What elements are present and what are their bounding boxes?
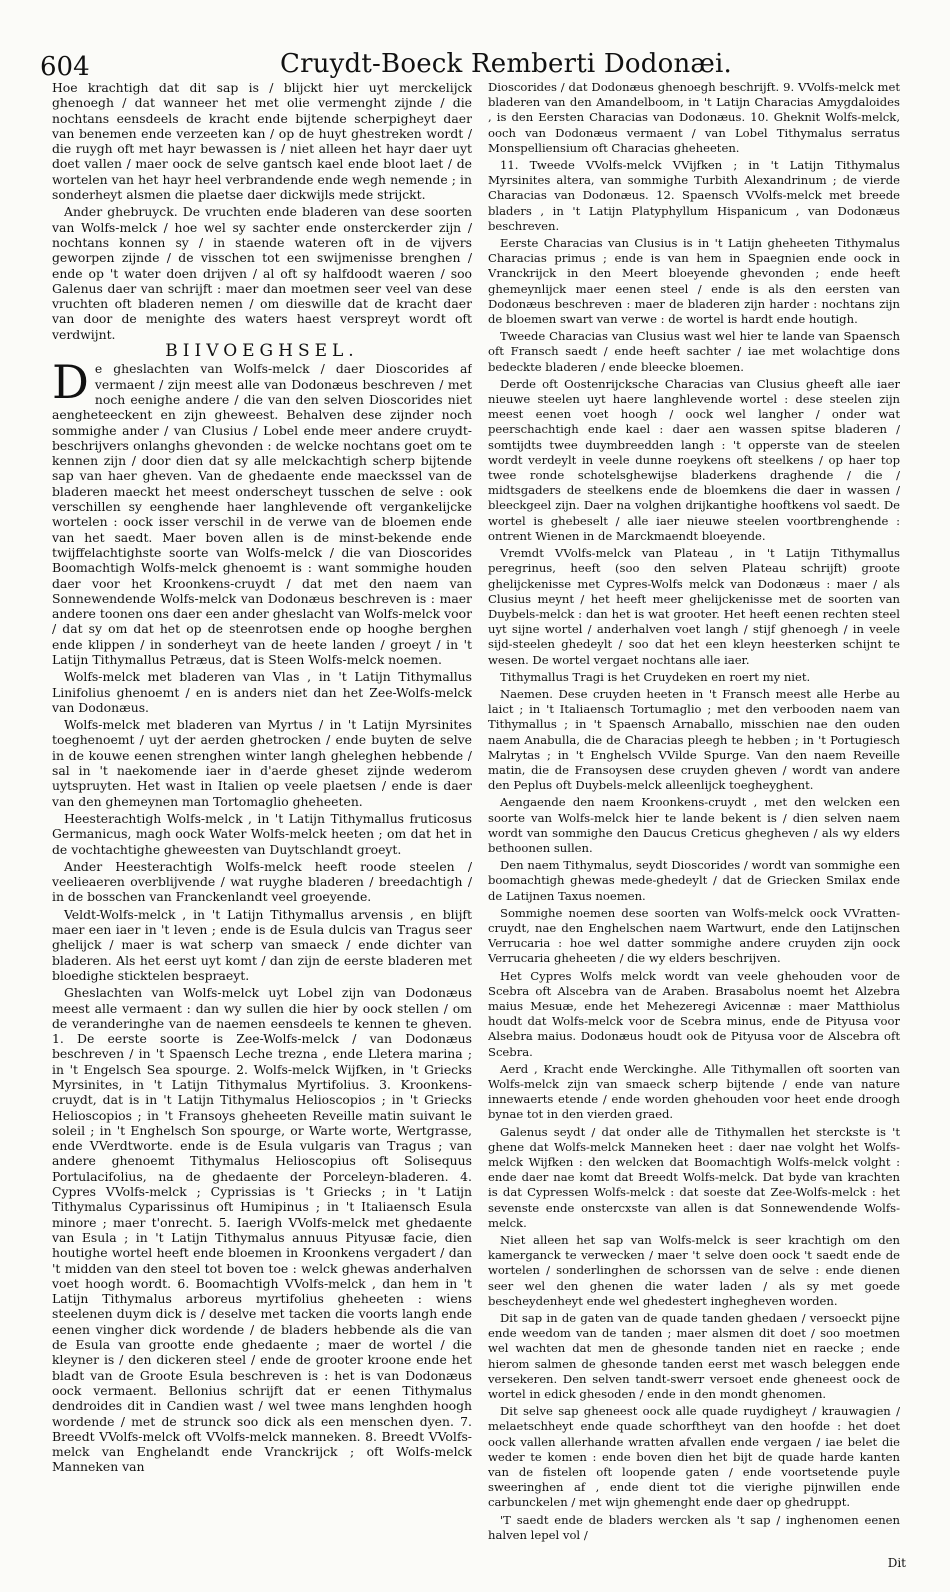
paragraph: Den naem Tithymalus, seydt Dioscorides / wordt van sommighe een boomachtigh ghewas mede-ghedeylt / dat de Griecken Smilax ende de Latijnen Taxus noemen. xyxy=(488,858,900,903)
paragraph: Derde oft Oostenrijcksche Characias van Clusius gheeft alle iaer nieuwe steelen uyt haere langhlevende wortel : dese steelen zijn meest eenen voet hoogh / oock wel langher / onder wat peerschachtigh ende kael : daer aen wassen spitse bladeren / somtijdts twee duymbreedden langh : 't opperste van de steelen wordt verdeylt in veele dunne roeykens oft steelkens / op haer top twee ronde schotelsghewijse bladerkens draghende / die / midtsgaders de steelkens ende de bloemkens die daer in wassen / bleeckgeel zijn. Daer na volghen drijkantighe hooftkens vol saedt. De wortel is ghebeselt / alle iaer nieuwe steelen voortbrenghende : ontrent Wienen in de Marckmaendt bloeyende. xyxy=(488,376,900,543)
paragraph: Tithymallus Tragi is het Cruydeken en roert my niet. xyxy=(500,669,811,684)
paragraph: Dioscorides / dat Dodonæus ghenoegh beschrijft. 9. VVolfs-melck met bladeren van den Amandelboom, in 't Latijn Characias Amygdaloides , is den Eersten Characias van Dodonæus. 10. Gheknit Wolfs-melck, ooch van Dodonæus vermaent / van Lobel Tithymalus serratus Monspelliensium oft Characias gheheeten. xyxy=(488,80,900,155)
paragraph: Wolfs-melck met bladeren van Myrtus / in 't Latijn Myrsinites toeghenoemt / uyt der aerden ghetrocken / ende buyten de selve in de kouwe eenen strenghen winter langh gheleghen hebbende / sal in 't naekomende iaer in d'aerde gheset zijnde wederom uytspruyten. Het wast in Italien op veele plaetsen / ende is daer van den ghemeynen man Tortomaglio gheheeten. xyxy=(52,717,472,809)
paragraph: 'T saedt ende de bladers wercken als 't sap / inghenomen eenen halven lepel vol / xyxy=(488,1512,900,1542)
drop-cap-letter: D xyxy=(52,355,89,410)
paragraph: Gheslachten van Wolfs-melck uyt Lobel zijn van Dodonæus meest alle vermaent : dan wy sullen die hier by oock stellen / om de veranderinghe van de naemen eensdeels te kennen te gheven. 1. De eerste soorte is Zee-Wolfs-melck / van Dodonæus beschreven / in 't Spaensch Leche trezna , ende Lletera marina ; in 't Engelsch Sea spourge. 2. Wolfs-melck Wijfken, in 't Griecks Myrsinites, in 't Latijn Tithymalus Myrtifolius. 3. Kroonkens-cruydt, dat is in 't Latijn Tithymalus Helioscopios ; in 't Griecks Helioscopios ; in 't Fransoys gheheeten Reveille matin suivant le soleil ; in 't Enghelsch Son spourge, or Warte worte, Wertgrasse, ende VVerdtworte. ende is de Esula vulgaris van Tragus ; van andere ghenoemt Tithymalus Helioscopius oft Solisequus Portulacifolius, na de ghedaente der Porceleyn-bladeren. 4. Cypres VVolfs-melck ; Cyprissias is 't Griecks ; in 't Latijn Tithymalus Cyparissinus oft Humipinus ; in 't Italiaensch Esula minore ; maer t'onrecht. 5. Iaerigh VVolfs-melck met ghedaente van Esula ; in 't Latijn Tithymalus annuus Pityusæ facie, dien houtighe wortel heeft ende bloemen in Kroonkens vergadert / dan 't midden van den steel tot boven toe : welck ghewas anderhalven voet hoogh wordt. 6. Boomachtigh VVolfs-melck , dan hem in 't Latijn Tithymalus arboreus myrtifolius gheheeten : wiens steelenen duym dick is / deselve met tacken die voorts langh ende eenen vingher dick wordende / de bladers hebbende als die van de Esula van grootte ende ghedaente ; maer de wortel / die kleyner is / den dickeren steel / ende de grooter kroone ende het bladt van de Groote Esula beschreven is : het is van Dodonæus oock vermaent. Bellonius schrijft dat er eenen Tithymalus dendroides dit in Candien wast / wel twee mans lenghden hoogh wordende / met de strunck soo dick als een menschen dyen. 7. Breedt VVolfs-melck oft VVolfs-melck manneken. 8. Breedt VVolfs-melck van Enghelandt ende Vranckrijck ; oft Wolfs-melck Manneken van xyxy=(52,985,472,1475)
paragraph: Sommighe noemen dese soorten van Wolfs-melck oock VVratten-cruydt, nae den Enghelschen naem Wartwurt, ende den Latijnschen Verrucaria : hoe wel datter sommighe andere cruyden zijn oock Verrucaria gheheeten / die wy elders beschrijven. xyxy=(488,905,900,966)
left-column xyxy=(52,80,472,1580)
catchword: Dit xyxy=(887,1556,906,1570)
right-column xyxy=(488,80,900,1580)
section-heading: BIIVOEGHSEL. xyxy=(165,341,359,362)
paragraph: Veldt-Wolfs-melck , in 't Latijn Tithymallus arvensis , en blijft maer een iaer in 't leven ; ende is de Esula dulcis van Tragus seer ghelijck / maer is wat scherp van smaeck / ende dichter van bladeren. Als het eerst uyt komt / dan zijn de eerste bladeren met bloedighe sticktelen bespraeyt. xyxy=(52,906,472,983)
paragraph: Naemen. Dese cruyden heeten in 't Fransch meest alle Herbe au laict ; in 't Italiaensch Tortumaglio ; met den verbooden naem van Tithymallus ; in 't Spaensch Arnaballo, misschien nae den ouden naem Anabulla, die de Characias pleegh te hebben ; in 't Portugiesch Malrytas ; in 't Enghelsch VVilde Spurge. Van den naem Reveille matin, die de Fransoysen dese cruyden gheven / wordt van andere den Peplus oft Duybels-melck alleenlijck toegheyghent. xyxy=(488,686,900,793)
paragraph: Aengaende den naem Kroonkens-cruydt , met den welcken een soorte van Wolfs-melck hier te lande bekent is / dien selven naem wordt van sommighe den Daucus Creticus ghegheven / als wy elders bethoonen sullen. xyxy=(488,795,900,855)
paragraph: Ander ghebruyck. De vruchten ende bladeren van dese soorten van Wolfs-melck / hoe wel sy sachter ende onsterckerder zijn / nochtans konnen sy / in staende wateren oft in de vijvers geworpen zijnde / de visschen tot een swijmenisse brenghen / ende op 't water doen drijven / al oft sy halfdoodt waeren / soo Galenus daer van schrijft : maer dan moetmen seer veel van dese vruchten oft bladeren nemen / om dieswille dat de kracht daer van door de menighte des waters haest verspreyt wordt oft verdwijnt. xyxy=(52,204,472,342)
page-number: 604 xyxy=(40,52,90,82)
paragraph: Eerste Characias van Clusius is in 't Latijn gheheeten Tithymalus Characias primus ; ende is van hem in Spaegnien ende oock in Vranckrijck in den Meert bloeyende ghevonden ; ende heeft ghemeynlijck maer eenen steel / ende is als den eersten van Dodonæus beschreven : maer de bladeren zijn harder : nochtans zijn de bloemen swart van verwe : de wortel is hardt ende houtigh. xyxy=(488,236,900,327)
paragraph: Wolfs-melck met bladeren van Vlas , in 't Latijn Tithymallus Linifolius ghenoemt / en is anders niet dan het Zee-Wolfs-melck van Dodonæus. xyxy=(52,669,472,715)
paragraph-with-dropcap xyxy=(52,355,472,667)
paragraph: Ander Heesterachtigh Wolfs-melck heeft roode steelen / veelieaeren overblijvende / wat ruyghe bladeren / breedachtigh / in de bosschen van Franckenlandt veel groeyende. xyxy=(52,858,472,905)
paragraph: Heesterachtigh Wolfs-melck , in 't Latijn Tithymallus fruticosus Germanicus, magh oock Water Wolfs-melck heeten ; om dat het in de vochtachtighe gheweesten van Duytschlandt groeyt. xyxy=(52,810,472,857)
paragraph: Niet alleen het sap van Wolfs-melck is seer krachtigh om den kamerganck te verwecken / maer 't selve doen oock 't saedt ende de wortelen / sonderlinghen de schorssen van de selve : ende dienen seer wel den ghenen die water laden / als sy met goede bescheydenheyt ende wel ghedestert inghegheven worden. xyxy=(488,1233,900,1308)
paragraph: Aerd , Kracht ende Werckinghe. Alle Tithymallen oft soorten van Wolfs-melck zijn van smaeck scherp bijtende / ende van nature innewaerts etende / ende worden ghehouden voor heet ende droogh bynae tot in den vierden graed. xyxy=(488,1061,900,1122)
running-title: Cruydt-Boeck Remberti Dodonæi. xyxy=(280,49,733,79)
paragraph: Vremdt VVolfs-melck van Plateau , in 't Latijn Tithymallus peregrinus, heeft (soo den selven Plateau schrijft) groote ghelijckenisse met Cypres-Wolfs melck van Dodonæus : maer / als Clusius meynt / het heeft meer ghelijckenisse met de soorten van Duybels-melck : dan het is wat grooter. Het heeft eenen rechten steel uyt sijne wortel / anderhalven voet langh / stijf ghenoegh / in veele sijd-steelen ghedeylt / soo dat het een kleyn heesterken schijnt te wesen. De wortel vergaet nochtans alle iaer. xyxy=(488,546,900,667)
paragraph: Galenus seydt / dat onder alle de Tithymallen het sterckste is 't ghene dat Wolfs-melck Manneken heet : daer nae volght het Wolfs-melck Wijfken : den welcken dat Boomachtigh Wolfs-melck volght : ende daer nae komt dat Breedt Wolfs-melck. Dat byde van krachten is dat Cypressen Wolfs-melck : dat soeste dat Zee-Wolfs-melck : het sevenste ende onstercxste van allen is dat Sonnewendende Wolfs-melck. xyxy=(488,1124,900,1230)
paragraph: 11. Tweede VVolfs-melck VVijfken ; in 't Latijn Tithymalus Myrsinites altera, van sommighe Turbith Alexandrinum ; de vierde Characias van Dodonæus. 12. Spaensch VVolfs-melck met breede bladers , in 't Latijn Platyphyllum Hispanicum , van Dodonæus beschreven. xyxy=(488,158,900,233)
paragraph: Dit sap in de gaten van de quade tanden ghedaen / versoeckt pijne ende weedom van de tanden ; maer alsmen dit doet / soo moetmen wel wachten dat men de ghesonde tanden niet en raecke ; ende hierom salmen de ghesonde tanden eerst met wasch beleggen ende versekeren. Den selven tandt-swerr versoet ende gheneest oock de wortel in edick ghesoden / ende in den mondt ghenomen. xyxy=(488,1311,900,1402)
paragraph-text: e gheslachten van Wolfs-melck / daer Dioscorides af vermaent / zijn meest alle van Dodonæus beschreven / met noch eenighe andere / die van den selven Dioscorides niet aengheteeckent en zijn gheweest. Behalven dese zijnder noch sommighe ander / van Clusius / Lobel ende meer andere cruydt-beschrijvers onlanghs ghevonden : de welcke nochtans goet om te kennen zijn / door dien dat sy alle melckachtigh scherp bijtende sap van haer gheven. Van de ghedaente ende maeckssel van de bladeren maeckt het meest onderscheyt tusschen de selve : ook verschillen sy eenghende haer langhlevende oft vergankelijcke wortelen : oock isser verschil in de verwe van de bloemen ende van het saedt. Maer boven allen is de minst-bekende ende twijffelachtighste soorte van Wolfs-melck / die van Dioscorides Boomachtigh Wolfs-melck ghenoemt is : want sommighe houden daer voor het Kroonkens-cruydt / dat met den naem van Sonnewendende Wolfs-melck van Dodonæus beschreven is : maer andere toonen ons daer een ander gheslacht van Wolfs-melck voor / dat sy om dat het op de steenrotsen ende op hooghe berghen ende klippen / in sonderheyt van de heete landen / groeyt / in 't Latijn Tithymallus Petræus, dat is Steen Wolfs-melck noemen. xyxy=(52,361,472,667)
paragraph: Het Cypres Wolfs melck wordt van veele ghehouden voor de Scebra oft Alscebra van de Araben. Brasabolus noemt het Alzebra maius Mesuæ, ende het Mehezeregi Avicennæ : maer Matthiolus houdt dat Wolfs-melck voor de Scebra minus, ende de Pityusa voor Alsebra maius. Dodonæus houdt ook de Pityusa voor de Alscebra oft Scebra. xyxy=(488,968,900,1059)
paragraph: Hoe krachtigh dat dit sap is / blijckt hier uyt merckelijck ghenoegh / dat wanneer het met olie vermenght zijnde / die nochtans eensdeels de kracht ende bijtende scherpigheyt daer van benemen ende verzeeten kan / op de huyt ghestreken wordt / die ruygh oft met hayr bewassen is / niet alleen het hayr daer uyt doet vallen / maer oock de selve gantsch kael ende bloot laet / de wortelen van het hayr heel verbrandende ende wegh nemende ; in sonderheyt alsmen die plaetse daer dickwijls mede strijckt. xyxy=(52,80,472,203)
paragraph: Tweede Characias van Clusius wast wel hier te lande van Spaensch oft Fransch saedt / ende heeft sachter / iae met wolachtige dons bedeckte bladeren / ende bleecke bloemen. xyxy=(488,329,900,374)
paragraph: Dit selve sap gheneest oock alle quade ruydigheyt / krauwagien / melaetschheyt ende quade schorftheyt van den hoofde : het doet oock vallen allerhande wratten afvallen ende vergaen / iae belet die weder te komen : ende boven dien het bijt de quade harde kanten van de fistelen oft loopende gaten / ende voortsetende puyle sweeringhen af , ende dient tot die vierighe pijnwillen ende carbunckelen / met wijn ghemenght ende daer op ghedruppt. xyxy=(488,1404,900,1510)
